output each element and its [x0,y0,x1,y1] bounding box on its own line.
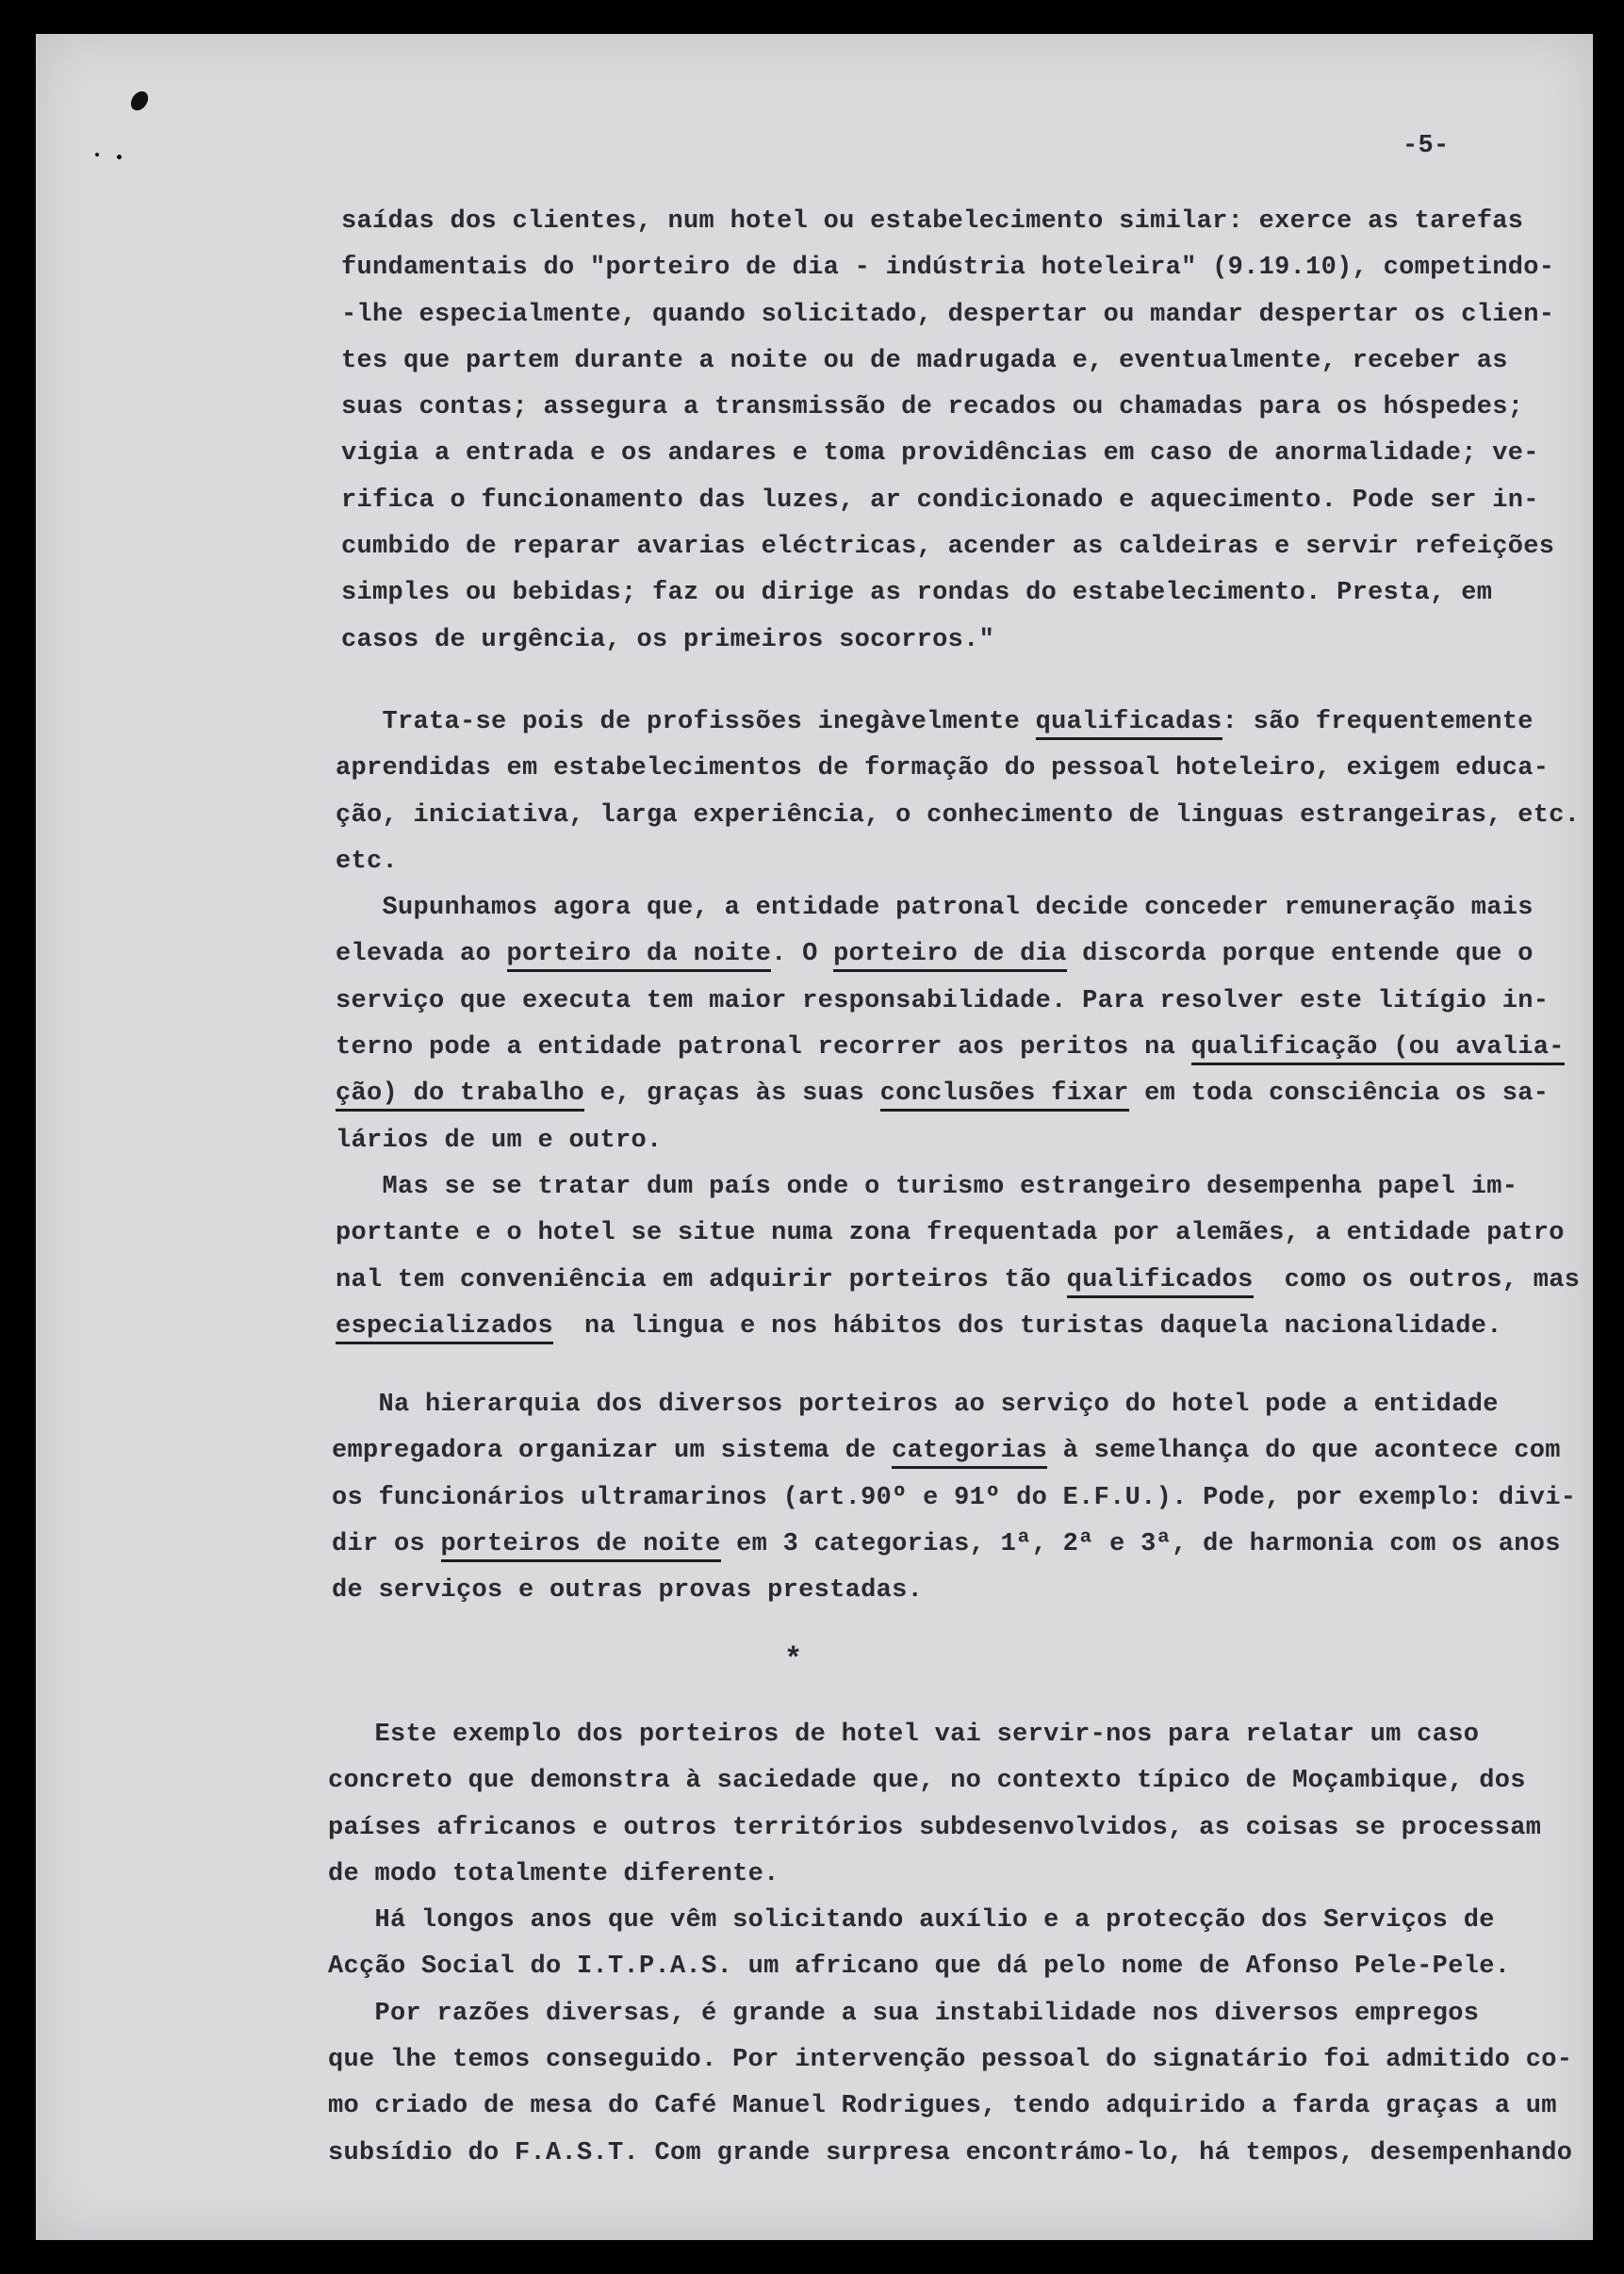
text-segment: à semelhança do que acontece com [1047,1437,1561,1466]
text-line [341,338,1585,385]
text-line [341,618,1585,664]
text-segment: nal tem conveniência em adquirir porteiros tão [336,1265,1067,1294]
text-line [336,1118,1589,1164]
text-segment: subsídio do F.A.S.T. Com grande surpresa encontrámo-lo, há tempos, desempenhando [328,2138,1573,2167]
text-segment: . O [771,940,834,969]
text-segment: casos de urgência, os primeiros socorros." [341,625,995,654]
text-line [332,1428,1585,1475]
text-line [336,1258,1589,1304]
text-segment: de serviços e outras provas prestadas. [332,1576,924,1606]
ink-speck-mark [117,155,122,159]
text-line [341,524,1585,570]
text-segment: vigia a entrada e os andares e toma providências em caso de anormalidade; ve- [341,439,1539,469]
text-line [332,1475,1585,1522]
text-segment: Este exemplo dos porteiros de hotel vai servir-nos para relatar um caso [328,1721,1480,1749]
text-segment: de modo totalmente diferente. [328,1859,779,1888]
text-segment: e, graças às suas [584,1079,880,1109]
text-line [328,1712,1582,1758]
text-line [336,1304,1589,1350]
underlined-term: qualificadas [1036,708,1222,740]
text-line [336,979,1589,1025]
ink-blot-mark [127,88,152,113]
text-segment: empregadora organizar um sistema de [332,1437,893,1466]
text-line [341,385,1585,431]
text-segment: etc. [336,847,399,876]
text-line [341,245,1585,291]
text-line [328,1805,1582,1852]
underlined-term: porteiros de noite [441,1530,721,1562]
paragraph-qualification-discussion [336,700,1589,1350]
text-segment: -lhe especialmente, quando solicitado, despertar ou mandar despertar os clien- [341,300,1555,329]
text-segment: rifica o funcionamento das luzes, ar condicionado e aquecimento. Pode ser in- [341,486,1539,515]
text-line [341,570,1585,617]
text-segment: concreto que demonstra à saciedade que, no contexto típico de Moçambique, dos [328,1767,1526,1796]
text-segment: em toda consciência os sa- [1128,1079,1550,1109]
text-line [336,839,1589,885]
text-segment: discorda porque entende que o [1066,940,1534,969]
underlined-term: qualificação (ou avalia- [1191,1033,1565,1065]
text-segment: tes que partem durante a noite ou de madrugada e, eventualmente, receber as [341,346,1508,375]
text-segment: aprendidas em estabelecimentos de formação do pessoal hoteleiro, exigem educa- [336,754,1550,783]
text-segment: Trata-se pois de profissões inegàvelmente [336,708,1036,736]
text-segment: países africanos e outros territórios subdesenvolvidos, as coisas se processam [328,1813,1542,1842]
text-line [341,431,1585,477]
text-line [336,1211,1589,1257]
text-segment: Há longos anos que vêm solicitando auxílio e a protecção dos Serviços de [328,1906,1495,1936]
text-line [336,700,1589,746]
text-segment: suas contas; assegura a transmissão de recados ou chamadas para os hóspedes; [341,393,1524,422]
underlined-term: especializados [336,1312,553,1344]
text-segment: portante e o hotel se situe numa zona frequentada por alemães, a entidade patro [336,1219,1565,1248]
text-line [341,478,1585,524]
text-segment: saídas dos clientes, num hotel ou estabelecimento similar: exerce as tarefas [341,207,1524,236]
text-segment: dir os [332,1529,441,1558]
underlined-term: porteiro de dia [833,940,1067,972]
text-segment: simples ou bebidas; faz ou dirige as rondas do estabelecimento. Presta, em [341,579,1493,608]
text-segment: Mas se se tratar dum país onde o turismo estrangeiro desempenha papel im- [336,1172,1518,1201]
text-segment: que lhe temos conseguido. Por intervenção pessoal do signatário foi admitido co- [328,2046,1573,2075]
text-segment: fundamentais do "porteiro de dia - indústria hoteleira" (9.19.10), competindo- [341,254,1555,283]
text-line [336,885,1589,931]
text-segment: Supunhamos agora que, a entidade patronal decide conceder remuneração mais [336,894,1534,923]
text-segment: na lingua e nos hábitos dos turistas daquela nacionalidade. [553,1311,1502,1341]
underlined-term: porteiro da noite [507,940,772,972]
underlined-term: qualificados [1067,1266,1254,1298]
text-line [328,1944,1582,1990]
text-line [328,1852,1582,1898]
text-line [332,1382,1585,1428]
text-segment: mo criado de mesa do Café Manuel Rodrigues, tendo adquirido a farda graças a um [328,2092,1557,2121]
text-segment: Na hierarquia dos diversos porteiros ao serviço do hotel pode a entidade [332,1391,1499,1419]
text-segment: serviço que executa tem maior responsabilidade. Para resolver este litígio in- [336,986,1550,1015]
text-line [328,2131,1582,2177]
text-segment: Por razões diversas, é grande a sua instabilidade nos diversos empregos [328,1999,1480,2028]
text-line [328,1991,1582,2037]
text-line [341,292,1585,338]
page-number: -5- [1403,132,1450,160]
text-segment: elevada ao [336,940,507,969]
text-segment: cumbido de reparar avarias eléctricas, acender as caldeiras e servir refeições [341,533,1555,562]
text-line [328,2084,1582,2130]
text-segment: como os outros, mas [1253,1265,1581,1294]
text-segment: Acção Social do I.T.P.A.S. um africano que dá pelo nome de Afonso Pele-Pele. [328,1953,1511,1982]
text-line [341,199,1585,245]
text-line [336,931,1589,978]
text-line [336,793,1589,839]
text-line [328,1758,1582,1804]
underlined-term: conclusões fixar [880,1079,1129,1112]
text-segment: terno pode a entidade patronal recorrer aos peritos na [336,1033,1191,1063]
text-line [336,1025,1589,1071]
text-segment: : são frequentemente [1222,708,1534,736]
underlined-term: ção) do trabalho [336,1079,584,1112]
paragraph-hierarchy-categories [332,1382,1585,1614]
paragraph-quoted-description [341,199,1585,664]
paragraph-case-example [328,1712,1582,2177]
text-segment: em 3 categorias, 1ª, 2ª e 3ª, de harmonia com os anos [720,1529,1561,1558]
text-line [336,746,1589,792]
section-separator-asterisk: * [784,1642,803,1677]
text-line [328,2037,1582,2084]
text-line [332,1568,1585,1614]
ink-speck-mark [95,153,99,157]
text-line [332,1522,1585,1568]
text-segment: lários de um e outro. [336,1126,663,1155]
text-segment: os funcionários ultramarinos (art.90º e 91º do E.F.U.). Pode, por exemplo: divi- [332,1483,1577,1512]
text-line [336,1071,1589,1117]
text-segment: ção, iniciativa, larga experiência, o conhecimento de linguas estrangeiras, etc. [336,800,1581,830]
text-line [336,1164,1589,1211]
underlined-term: categorias [892,1437,1047,1469]
text-line [328,1898,1582,1944]
